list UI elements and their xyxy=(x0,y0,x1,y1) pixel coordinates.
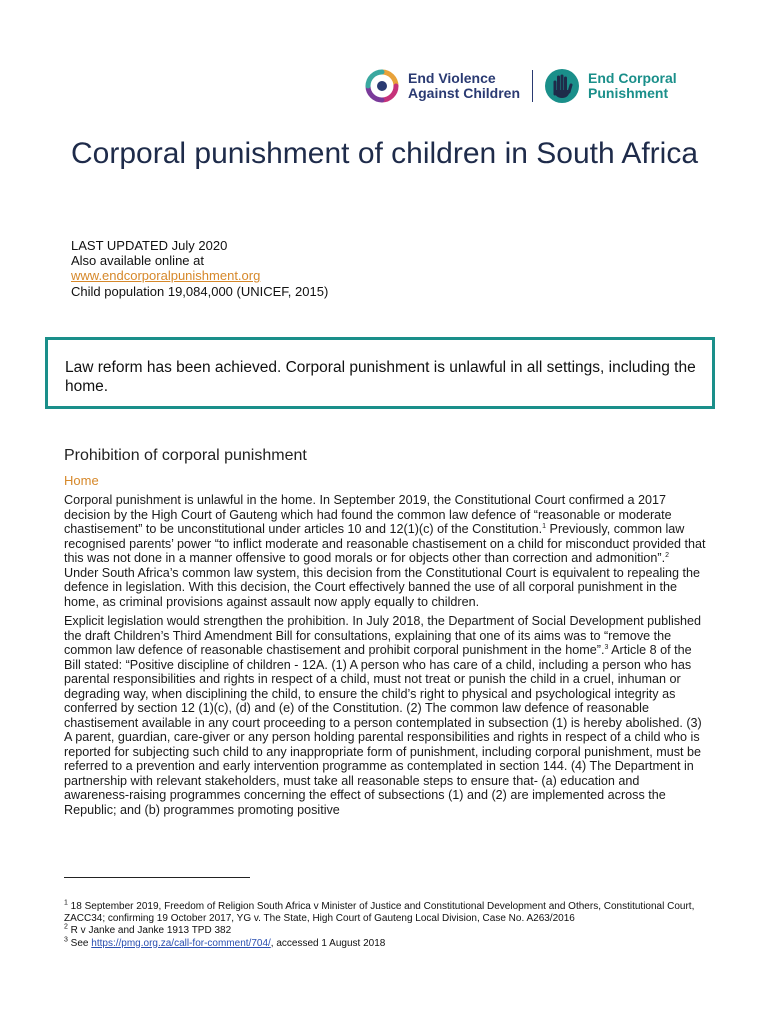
footnote-ref-2[interactable]: 2 xyxy=(665,551,670,559)
child-population: Child population 19,084,000 (UNICEF, 2015) xyxy=(71,283,329,299)
p1-text-c: Under South Africa’s common law system, this decision from the Constitutional Court is equivalent to repealing the defence in legislation. With this decision, the Court effectively banned the use of all corporal punishment in the home, as criminal provisions against assault now apply equally to children. xyxy=(64,565,701,609)
logo-divider xyxy=(532,70,533,102)
website-link[interactable]: www.endcorporalpunishment.org xyxy=(71,268,261,284)
footnote-3-link[interactable]: https://pmg.org.za/call-for-comment/704/ xyxy=(91,937,271,949)
p2-text-a: Explicit legislation would strengthen the prohibition. In July 2018, the Department of Social Development published the draft Children’s Third Amendment Bill for consultations, explaining that one of its aims was to “remove the common law defence of reasonable chastisement and prohibit corporal punishment in the home”. xyxy=(64,614,702,657)
footnotes xyxy=(64,901,704,950)
footnote-2 xyxy=(64,925,704,937)
footnote-2-number: 2 xyxy=(64,924,68,932)
footnote-1-text: 18 September 2019, Freedom of Religion South Africa v Minister of Justice and Constitutional Development and Others, Constitutional Court, ZACC34; confirming 19 October 2017, YG v. The State, High Court of Gauteng Local Division, Case No. A263/2016 xyxy=(64,901,695,925)
available-online: Also available online at xyxy=(71,253,204,269)
paragraph-2 xyxy=(64,614,706,817)
hand-logo-icon xyxy=(544,68,580,104)
footnote-3-pre: See xyxy=(67,937,92,949)
footnote-3-post: , accessed 1 August 2018 xyxy=(270,937,386,949)
p1-text-b: Previously, common law recognised parents’ power “to inflict moderate and reasonable chastisement on a child for misconduct provided that this was not done in a manner offensive to good morals or for objects other than correction and admonition”. xyxy=(64,522,706,565)
footnote-1 xyxy=(64,901,704,925)
section-heading: Prohibition of corporal punishment xyxy=(64,447,307,464)
footnote-divider xyxy=(64,877,250,878)
footnote-1-number: 1 xyxy=(64,899,68,907)
page-title: Corporal punishment of children in South Africa xyxy=(71,137,699,170)
p1-text-a: Corporal punishment is unlawful in the home. In September 2019, the Constitutional Court confirmed a 2017 decision by the High Court of Gauteng which had found the common law defence of “reasonable or moderate chastisement” to be unconstitutional under articles 10 and 12(1)(c) of the Constitution. xyxy=(64,493,672,536)
header-logos xyxy=(364,64,704,108)
prohibition-section xyxy=(64,447,706,822)
footnote-ref-1[interactable]: 1 xyxy=(542,522,547,530)
logo2-line2: Punishment xyxy=(588,85,669,101)
document-meta xyxy=(71,238,328,299)
logo1-line1: End Violence xyxy=(408,70,496,86)
footnote-3 xyxy=(64,938,704,950)
paragraph-1 xyxy=(64,493,706,609)
end-corporal-punishment-logo[interactable] xyxy=(544,68,677,104)
logo1-line2: Against Children xyxy=(408,85,521,101)
end-violence-logo[interactable] xyxy=(364,68,520,104)
footnote-3-number: 3 xyxy=(64,936,68,944)
last-updated: LAST UPDATED July 2020 xyxy=(71,238,228,253)
law-reform-callout: Law reform has been achieved. Corporal punishment is unlawful in all settings, including the home. xyxy=(45,337,715,409)
footnote-ref-3[interactable]: 3 xyxy=(604,643,609,651)
end-violence-logo-icon xyxy=(364,68,400,104)
section-subheading: Home xyxy=(64,473,99,488)
logo2-line1: End Corporal xyxy=(588,70,677,86)
footnote-2-text: R v Janke and Janke 1913 TPD 382 xyxy=(67,925,232,937)
p2-text-b: Article 8 of the Bill stated: “Positive discipline of children - 12A. (1) A person who has care of a child, including a person who has parental responsibilities and rights in respect of a child, must not treat or punish the child in a cruel, inhuman or degrading way, when disciplining the child, to ensure the child’s right to physical and psychological integrity as conferred by section 12 (1)(c), (d) and (e) of the Constitution. (2) The common law defence of reasonable chastisement available in any court proceeding to a person contemplated in subsection (1) is hereby abolished. (3) A parent, guardian, care-giver or any person holding parental responsibilities and rights in respect of a child who is reported for subjecting such child to any inappropriate form of punishment, including corporal punishment, must be referred to a prevention and early intervention programme as contemplated in section 144. (4) The Department in partnership with relevant stakeholders, must take all reasonable steps to ensure that- (a) education and awareness-raising programmes concerning the effect of subsections (1) and (2) are implemented across the Republic; and (b) programmes promoting positive xyxy=(64,643,702,817)
